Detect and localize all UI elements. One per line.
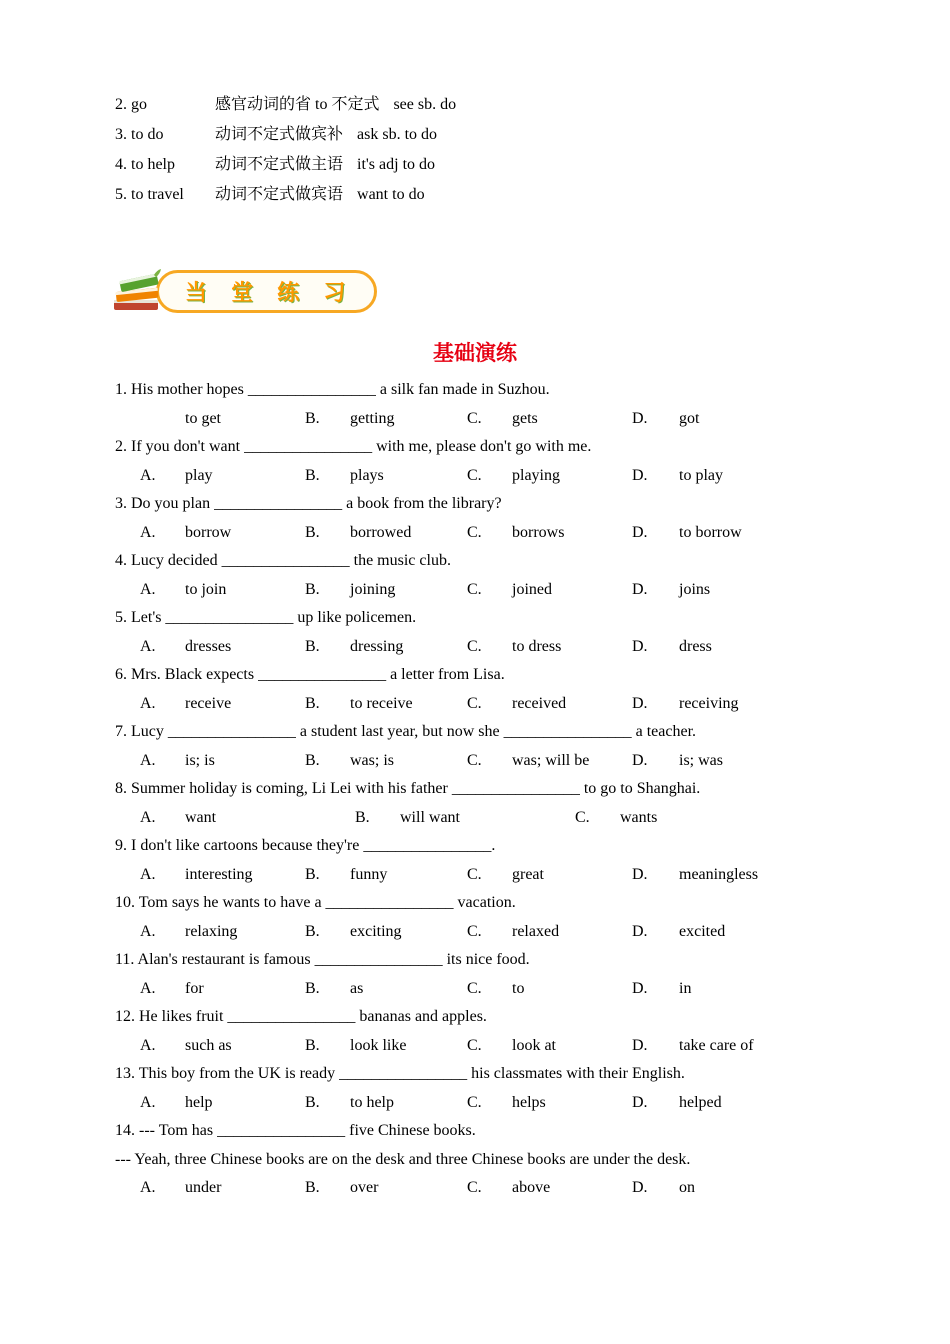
option-letter: A.: [140, 466, 156, 484]
question-text: 8. Summer holiday is coming, Li Lei with his father ________________ to go to Shanghai.: [115, 780, 701, 797]
options-row: [140, 747, 875, 776]
option-letter: A.: [140, 979, 156, 997]
option-letter: D.: [632, 637, 648, 655]
question-block: [115, 832, 875, 889]
grammar-note-row: [115, 90, 835, 120]
question-block: [115, 547, 875, 604]
questions: [115, 376, 875, 1203]
option-text: look at: [512, 1036, 556, 1054]
option-letter: D.: [632, 922, 648, 940]
option-text: getting: [350, 409, 395, 427]
option-letter: D.: [632, 865, 648, 883]
question-text: 2. If you don't want ________________ with me, please don't go with me.: [115, 438, 592, 455]
option-letter: A.: [140, 580, 156, 598]
option-text: received: [512, 694, 567, 712]
option-letter: C.: [467, 922, 482, 940]
grammar-term: 4. to help: [115, 156, 175, 173]
option-letter: D.: [632, 1093, 648, 1111]
option-text: to: [512, 979, 525, 997]
option-letter: D.: [632, 1179, 648, 1196]
option-letter: C.: [467, 466, 482, 484]
grammar-example: see sb. do: [393, 96, 457, 113]
section-title: 基础演练: [433, 342, 517, 365]
option-letter: C.: [467, 1036, 482, 1054]
option-text: exciting: [350, 922, 402, 940]
grammar-note-row: [115, 120, 835, 150]
option-letter: C.: [467, 865, 482, 883]
option-text: wants: [620, 808, 658, 826]
question-block: [115, 490, 875, 547]
option-text: will want: [400, 808, 460, 826]
question-block: [115, 604, 875, 661]
option-text: above: [512, 1179, 551, 1196]
grammar-example: ask sb. to do: [357, 126, 438, 143]
option-text: helps: [512, 1093, 546, 1111]
question-block: [115, 889, 875, 946]
question-text: 7. Lucy ________________ a student last year, but now she ________________ a teacher.: [115, 723, 697, 740]
option-text: to get: [185, 409, 221, 427]
option-text: excited: [679, 922, 726, 940]
grammar-note-row: [115, 180, 835, 210]
grammar-example: want to do: [357, 186, 425, 203]
option-text: relaxed: [512, 922, 560, 940]
option-text: is; is: [185, 751, 215, 769]
grammar-explanation: 动词不定式做宾语: [215, 186, 344, 203]
options-row: [140, 804, 875, 833]
practice-badge: [110, 266, 377, 316]
option-letter: D.: [632, 523, 648, 541]
option-letter: B.: [305, 409, 320, 427]
option-text: joined: [512, 580, 552, 598]
grammar-notes: [115, 90, 835, 210]
option-text: under: [185, 1179, 222, 1196]
options-row: [140, 405, 875, 434]
question-block: [115, 661, 875, 718]
question-block: [115, 775, 875, 832]
option-letter: C.: [467, 637, 482, 655]
options-row: [140, 576, 875, 605]
option-letter: A.: [140, 751, 156, 769]
option-letter: A.: [140, 694, 156, 712]
grammar-explanation: 动词不定式做宾补: [215, 126, 344, 143]
option-letter: B.: [355, 808, 370, 826]
option-letter: D.: [632, 1036, 648, 1054]
option-letter: B.: [305, 637, 320, 655]
option-text: joining: [350, 580, 396, 598]
option-text: helped: [679, 1093, 722, 1111]
option-letter: A.: [140, 637, 156, 655]
option-text: to join: [185, 580, 227, 598]
option-text: to receive: [350, 694, 413, 712]
option-letter: C.: [467, 409, 482, 427]
option-letter: B.: [305, 1036, 320, 1054]
option-letter: D.: [632, 580, 648, 598]
option-text: was; is: [350, 751, 394, 769]
option-text: over: [350, 1179, 379, 1196]
question-block: [115, 1117, 875, 1203]
option-text: on: [679, 1179, 695, 1196]
option-letter: B.: [305, 1179, 320, 1196]
option-text: plays: [350, 466, 384, 484]
question-text: 11. Alan's restaurant is famous ________________ its nice food.: [115, 951, 530, 968]
question-text: 6. Mrs. Black expects ________________ a letter from Lisa.: [115, 666, 505, 683]
options-row: [140, 690, 875, 719]
option-letter: A.: [140, 808, 156, 826]
option-text: joins: [679, 580, 711, 598]
option-letter: B.: [305, 580, 320, 598]
option-letter: B.: [305, 466, 320, 484]
question-text: 9. I don't like cartoons because they're ________________.: [115, 837, 496, 854]
option-text: for: [185, 979, 204, 997]
grammar-note-row: [115, 150, 835, 180]
options-row: [140, 861, 875, 890]
option-text: in: [679, 979, 692, 997]
option-text: want: [185, 808, 217, 826]
question-text: 3. Do you plan ________________ a book from the library?: [115, 495, 502, 512]
question-text: 5. Let's ________________ up like policemen.: [115, 609, 417, 626]
options-row: [140, 975, 875, 1004]
options-row: [140, 1032, 875, 1061]
option-text: to play: [679, 466, 723, 484]
option-text: receiving: [679, 694, 739, 712]
option-letter: C.: [467, 751, 482, 769]
option-text: play: [185, 466, 213, 484]
option-letter: C.: [467, 694, 482, 712]
option-text: receive: [185, 694, 232, 712]
options-row: [140, 918, 875, 947]
question-text: 4. Lucy decided ________________ the music club.: [115, 552, 451, 569]
option-text: dressing: [350, 637, 404, 655]
option-letter: A.: [140, 523, 156, 541]
option-text: to dress: [512, 637, 562, 655]
options-row: [140, 519, 875, 548]
option-letter: B.: [305, 979, 320, 997]
option-text: to help: [350, 1093, 394, 1111]
option-text: look like: [350, 1036, 407, 1054]
option-letter: D.: [632, 751, 648, 769]
options-row: [140, 633, 875, 662]
option-text: funny: [350, 865, 388, 883]
option-letter: [140, 405, 185, 434]
option-letter: B.: [305, 751, 320, 769]
option-letter: D.: [632, 979, 648, 997]
option-text: is; was: [679, 751, 723, 769]
option-text: meaningless: [679, 865, 759, 883]
option-text: such as: [185, 1036, 232, 1054]
option-letter: A.: [140, 1093, 156, 1111]
options-row: [140, 1089, 875, 1118]
options-row: [140, 462, 875, 491]
question-block: [115, 1060, 875, 1117]
option-letter: B.: [305, 922, 320, 940]
option-letter: B.: [305, 523, 320, 541]
option-letter: D.: [632, 694, 648, 712]
grammar-term: 2. go: [115, 96, 147, 113]
option-text: got: [679, 409, 700, 427]
option-text: dress: [679, 637, 712, 655]
option-text: dresses: [185, 637, 232, 655]
question-block: [115, 376, 875, 433]
practice-badge-label: 当 堂 练 习: [156, 270, 377, 313]
option-letter: A.: [140, 1179, 156, 1196]
grammar-explanation: 动词不定式做主语: [215, 156, 344, 173]
grammar-term: 5. to travel: [115, 186, 184, 203]
question-text: 14. --- Tom has ________________ five Chinese books.: [115, 1122, 476, 1139]
grammar-term: 3. to do: [115, 126, 164, 143]
option-letter: C.: [575, 808, 590, 826]
option-letter: C.: [467, 1093, 482, 1111]
option-text: relaxing: [185, 922, 238, 940]
question-block: [115, 946, 875, 1003]
option-text: to borrow: [679, 523, 742, 541]
option-text: gets: [512, 409, 538, 427]
option-letter: D.: [632, 466, 648, 484]
option-letter: A.: [140, 865, 156, 883]
option-text: interesting: [185, 865, 253, 883]
option-letter: D.: [632, 409, 648, 427]
question-block: [115, 1003, 875, 1060]
question-block: [115, 718, 875, 775]
option-letter: C.: [467, 523, 482, 541]
option-text: was; will be: [512, 751, 590, 769]
option-letter: C.: [467, 580, 482, 598]
books-icon: [110, 267, 164, 315]
option-letter: B.: [305, 1093, 320, 1111]
option-letter: A.: [140, 922, 156, 940]
option-text: borrows: [512, 523, 565, 541]
option-letter: C.: [467, 979, 482, 997]
question-text: 10. Tom says he wants to have a ________________ vacation.: [115, 894, 516, 911]
option-text: help: [185, 1093, 213, 1111]
question-text: --- Yeah, three Chinese books are on the desk and three Chinese books are under the desk.: [115, 1150, 691, 1168]
options-row: [140, 1174, 875, 1203]
option-text: playing: [512, 466, 560, 484]
option-letter: B.: [305, 865, 320, 883]
option-text: take care of: [679, 1036, 754, 1054]
grammar-explanation: 感官动词的省 to 不定式: [215, 96, 380, 113]
option-text: borrow: [185, 523, 232, 541]
question-text: 1. His mother hopes ________________ a silk fan made in Suzhou.: [115, 381, 550, 398]
option-letter: A.: [140, 1036, 156, 1054]
option-text: as: [350, 979, 364, 997]
question-text: 13. This boy from the UK is ready ________________ his classmates with their English.: [115, 1065, 685, 1082]
option-text: great: [512, 865, 544, 883]
grammar-example: it's adj to do: [357, 156, 436, 173]
question-block: [115, 433, 875, 490]
option-letter: B.: [305, 694, 320, 712]
option-letter: C.: [467, 1179, 482, 1196]
option-text: borrowed: [350, 523, 412, 541]
question-text: 12. He likes fruit ________________ bananas and apples.: [115, 1008, 487, 1025]
